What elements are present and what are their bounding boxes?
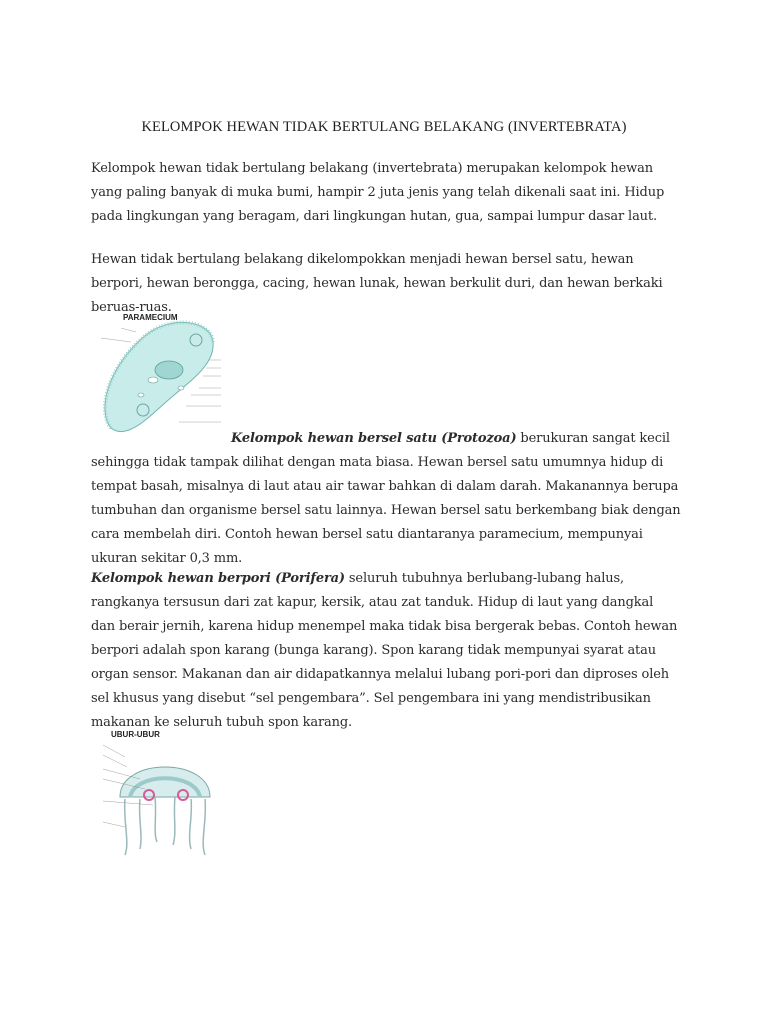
- jellyfish-title: UBUR-UBUR: [111, 730, 160, 739]
- protozoa-lead: Kelompok hewan bersel satu (Protozoa): [231, 431, 517, 446]
- groups-paragraph: Hewan tidak bertulang belakang dikelompokkan menjadi hewan bersel satu, hewan berpori, hewan berongga, cacing, hewan lunak, hewan berkulit duri, dan hewan berkaki beruas-ruas.: [91, 252, 663, 315]
- porifera-paragraph: [91, 567, 681, 735]
- porifera-lead: Kelompok hewan berpori (Porifera): [91, 571, 345, 586]
- protozoa-text: sehingga tidak tampak dilihat dengan mata biasa. Hewan bersel satu umumnya hidup di tempat basah, misalnya di laut atau air tawar bahkan di dalam darah. Makanannya berupa tumbuhan dan organisme bersel satu lainnya. Hewan bersel satu berkembang biak dengan cara membelah diri. Contoh hewan bersel satu diantaranya paramecium, mempunyai ukuran sekitar 0,3 mm.: [91, 455, 681, 566]
- intro-paragraph: Kelompok hewan tidak bertulang belakang (invertebrata) merupakan kelompok hewan yang paling banyak di muka bumi, hampir 2 juta jenis yang telah dikenali saat ini. Hidup pada lingkungan yang beragam, dari lingkungan hutan, gua, sampai lumpur dasar laut.: [91, 161, 665, 224]
- protozoa-paragraph: [91, 427, 681, 571]
- protozoa-first-line: berukuran sangat kecil: [516, 431, 670, 446]
- paramecium-figure: [91, 310, 231, 442]
- porifera-text: seluruh tubuhnya berlubang-lubang halus, rangkanya tersusun dari zat kapur, kersik, atau zat tanduk. Hidup di laut yang dangkal dan berair jernih, karena hidup menempel maka tidak bisa bergerak bebas. Contoh hewan berpori adalah spon karang (bunga karang). Spon karang tidak mempunyai syarat atau organ sensor. Makanan dan air didapatkannya melalui lubang pori-pori dan diproses oleh sel khusus yang disebut “sel pengembara”. Sel pengembara ini yang mendistribusikan makanan ke seluruh tubuh spon karang.: [91, 571, 678, 730]
- jellyfish-figure: [95, 727, 225, 862]
- paramecium-diagram: [91, 310, 231, 442]
- paramecium-title: PARAMECIUM: [123, 313, 178, 322]
- paramecium-body: [105, 322, 213, 431]
- jellyfish-diagram: [95, 727, 225, 862]
- page-title: KELOMPOK HEWAN TIDAK BERTULANG BELAKANG (INVERTEBRATA): [141, 119, 627, 135]
